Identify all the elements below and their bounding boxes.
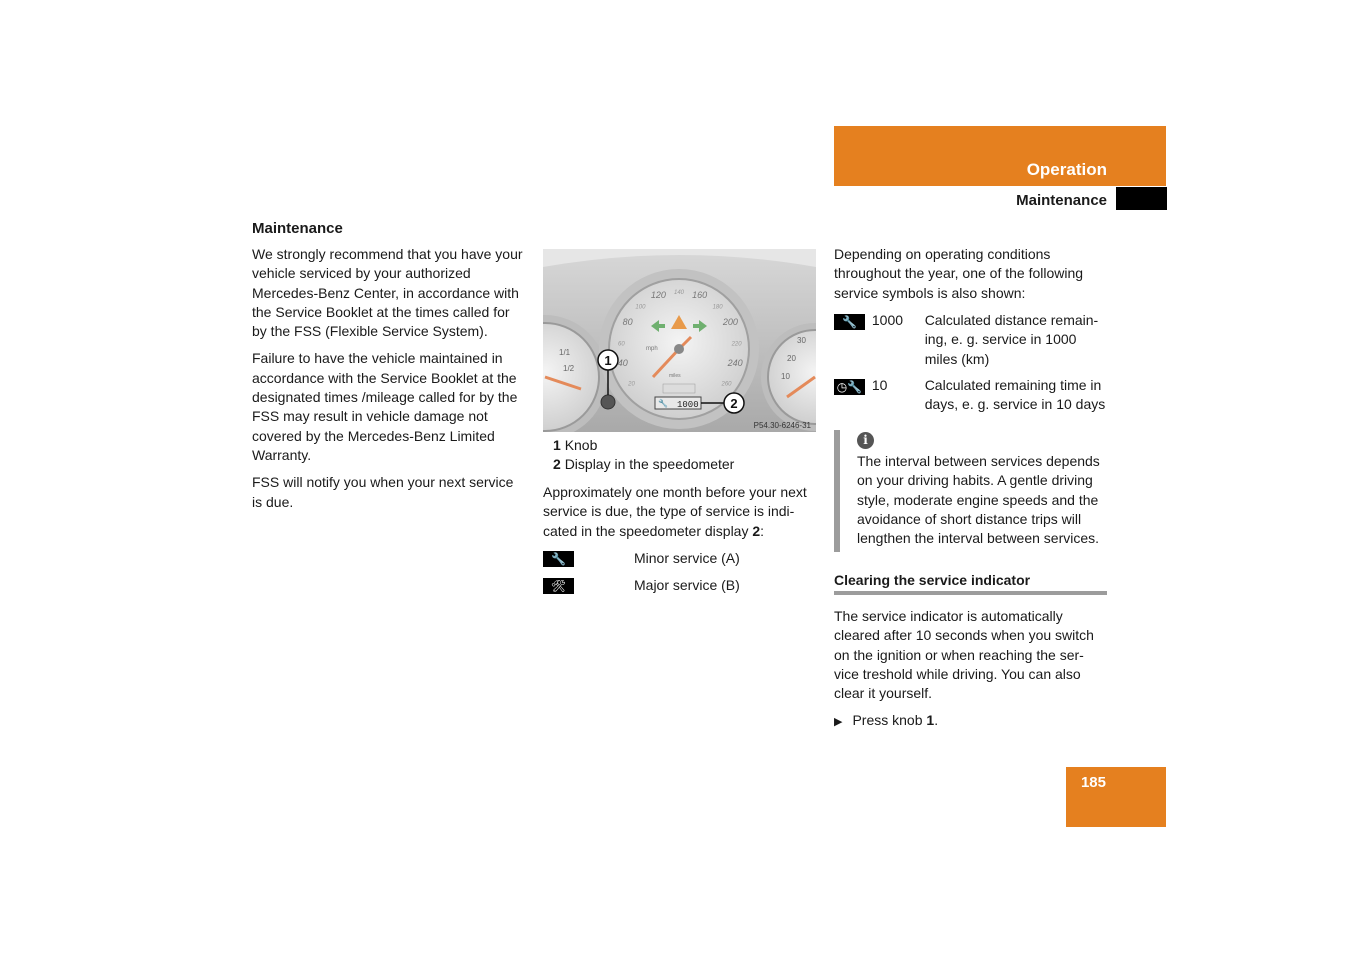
- service-label-minor: Minor service (A): [634, 550, 740, 566]
- right-gauge-label-2: 20: [787, 354, 796, 363]
- warranty-paragraph: Failure to have the vehicle maintained in accordance with the Service Booklet at the designated times /mileage called for by the FSS may result in vehicle damage not covered by the Mercedes-Benz Limited Warranty.: [252, 350, 518, 463]
- fss-paragraph: FSS will notify you when your next service is due.: [252, 474, 514, 510]
- callout-2: 2: [730, 396, 738, 411]
- wrench-icon: 🔧: [834, 314, 865, 330]
- speed-tick-label: 220: [731, 341, 742, 348]
- display-wrench-icon: 🔧: [658, 399, 668, 408]
- service-types-list: [543, 549, 815, 603]
- symbol-value-time: 10: [871, 377, 888, 393]
- clearing-subheading: Clearing the service indicator: [834, 572, 1031, 588]
- left-column: [252, 245, 524, 520]
- symbol-desc-distance: Calculated distance remain-ing, e. g. service in 1000 miles (km): [924, 312, 1099, 367]
- wrench-icon: 🔧: [543, 551, 574, 567]
- symbol-value-distance: 1000: [871, 312, 904, 328]
- speed-tick-label: 200: [722, 317, 738, 328]
- page-number: 185: [1080, 774, 1106, 791]
- cluster-illustration: [543, 249, 816, 432]
- left-gauge-label-2: 1/2: [563, 364, 575, 373]
- info-icon: i: [857, 432, 874, 449]
- right-intro: Depending on operating conditions throughout the year, one of the following service symbols is also shown:: [834, 246, 1084, 301]
- service-row-minor: [543, 549, 815, 576]
- display-value: 1000: [677, 400, 699, 410]
- speed-tick-label: 100: [635, 304, 646, 311]
- symbol-row-time: [834, 376, 1109, 415]
- figure-captions: [553, 436, 813, 475]
- speed-tick-label: 160: [692, 289, 708, 300]
- info-note-text: The interval between services depends on your driving habits. A gentle driving style, moderate engine speeds and the avoidance of short distance trips will lengthen the interval between services.: [857, 453, 1100, 547]
- subheading-rule: [834, 591, 1107, 595]
- clock-wrench-icon: ◷🔧: [834, 379, 865, 395]
- caption-knob: 1 Knob: [553, 437, 598, 453]
- speed-tick-label: 140: [673, 290, 685, 296]
- callout-1: 1: [604, 353, 612, 368]
- section-title: Operation: [1026, 160, 1107, 179]
- middle-paragraph: Approximately one month before your next service is due, the type of service is indi-cated in the speedometer display 2:: [543, 484, 807, 539]
- instrument-cluster-figure: [543, 249, 816, 432]
- clearing-paragraph: The service indicator is automatically cleared after 10 seconds when you switch on the ignition or when reaching the ser-vice treshold while driving. You can also clear it yourself.: [834, 608, 1094, 702]
- speed-tick-label: 80: [622, 317, 633, 328]
- speed-tick-label: 40: [617, 358, 628, 369]
- speed-tick-label: 60: [618, 341, 625, 348]
- instruction-step: ▶ Press knob 1.: [834, 712, 939, 728]
- speedometer-unit: mph: [646, 346, 658, 352]
- info-note: [834, 430, 1108, 552]
- subsection-title: Maintenance: [1016, 192, 1107, 209]
- speed-tick-label: 120: [650, 289, 666, 300]
- speed-tick-label: 20: [628, 381, 635, 388]
- right-gauge-label-1: 30: [797, 336, 806, 345]
- speed-tick-label: 260: [721, 381, 732, 388]
- header-tab-marker: [1116, 187, 1167, 210]
- left-gauge-label-1: 1/1: [559, 348, 571, 357]
- page-heading: Maintenance: [252, 220, 343, 237]
- speed-tick-label: 180: [712, 304, 723, 311]
- service-label-major: Major service (B): [634, 577, 740, 593]
- right-gauge-label-3: 10: [781, 372, 790, 381]
- odometer-unit: miles: [669, 373, 681, 379]
- figure-code: P54.30-6246-31: [753, 421, 811, 430]
- symbol-row-distance: [834, 311, 1109, 369]
- service-row-major: [543, 576, 815, 603]
- speed-tick-label: 240: [727, 358, 743, 369]
- symbol-desc-time: Calculated remaining time in days, e. g. service in 10 days: [924, 377, 1106, 413]
- caption-display: 2 Display in the speedometer: [553, 456, 735, 473]
- wrench-person-icon: 🛠: [543, 578, 574, 594]
- bullet-arrow-icon: ▶: [834, 716, 843, 728]
- intro-paragraph: We strongly recommend that you have your vehicle serviced by your authorized Mercedes-Benz Center, in accordance with the Service Booklet at the times called for by the FSS (Flexible Service System).: [252, 246, 523, 340]
